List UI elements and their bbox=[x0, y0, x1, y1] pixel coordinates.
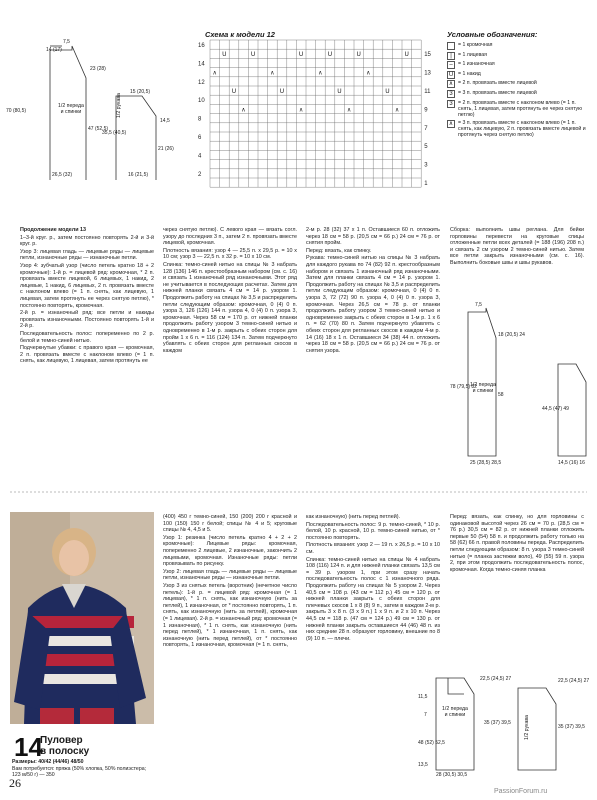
row-number-right: 9 bbox=[424, 107, 428, 114]
svg-text:22,5 (24,5) 27: 22,5 (24,5) 27 bbox=[480, 676, 512, 682]
stitch-symbol: ∧ bbox=[346, 106, 352, 114]
svg-text:14 (17): 14 (17) bbox=[46, 47, 62, 53]
row-number-right: 1 bbox=[424, 181, 428, 187]
col5-paragraph: Узор 2: лицевая гладь — лицевые ряды — лицевые петли, изнаночные ряды — изнаночные петли. bbox=[163, 568, 297, 582]
row-number-right: 11 bbox=[424, 89, 431, 95]
model-number: 14 bbox=[14, 732, 43, 762]
legend-symbol: 3 bbox=[447, 100, 455, 108]
legend-text: = 1 изнаночная bbox=[458, 61, 495, 68]
svg-text:15 (20,5): 15 (20,5) bbox=[130, 89, 151, 95]
col1-paragraph: Подчеркнутые убавки: с правого края — кромочная, 2 п. провязать вместе с наклоном влево (= 1 п. снять, как лицевую, 1 лицевая, затем протянуть ее bbox=[20, 345, 154, 365]
row-number-left: 4 bbox=[198, 153, 202, 160]
section-divider bbox=[10, 490, 587, 494]
legend bbox=[447, 30, 587, 140]
col6-paragraph: Спинка: темно-синей нитью на спицы № 4 набрать 108 (116) 124 п. и для нижней планки связать 13,5 см = 39 р. узором 1, при этом сразу начать последовательность полос с 1 изнаночного ряда. Продолжить работу на спицах № 5 узором 2. Через 40,5 см = 108 р. (43 см = 112 р.) 45 см = 120 р. от нижней планки закрыть с обеих сторон для плечевых скосов 1 x 8 (8) 9 п., затем в каждом 2-м р. закрыть 3 x 8 п. (3 x 9 п.) 1 x 9 п. и 2 x 10 п. Через 44,5 см = 118 р. (47 см = 124 р.) 49 см = 130 р. от нижней планки закрыть оставшиеся 44 (46) 48 п. из них средние 28 п. образуют горловину, внешние по 8 (9) 10 п. — плечи. bbox=[306, 556, 440, 642]
stitch-symbol: ∧ bbox=[366, 69, 371, 77]
model-materials: Вам потребуется: пряжа (50% хлопка, 50% полиэстера; 123 м/50 г) — 350 bbox=[12, 766, 147, 779]
col1-paragraph: 1–3-й круг. р., затем постоянно повторять 2-й и 3-й круг. р. bbox=[20, 234, 154, 248]
text-column-1 bbox=[20, 227, 154, 366]
stitch-symbol: ∧ bbox=[270, 69, 275, 77]
col1-paragraph: Продолжение модели 13 bbox=[20, 227, 86, 233]
col3-paragraph: 2-м р. 28 (32) 37 x 1 п. Оставшиеся 60 п. отложить через 18 см = 58 р. (20,5 см = 66 р.) 24 см = 76 р. от снятия пройм. bbox=[306, 227, 440, 247]
svg-text:35 (37) 39,5: 35 (37) 39,5 bbox=[558, 724, 585, 730]
stitch-symbol: ∧ bbox=[212, 69, 217, 77]
legend-symbol: ∧ bbox=[448, 120, 454, 127]
model-title-line1: Пуловер bbox=[40, 735, 83, 746]
col1-paragraph: Узор 4: зубчатый узор (число петель кратно 18 + 2 кромочные): 1-й р. = лицевой ряд: кромочная, * 2 п. провязать вместе лицевой, 6 лицевых, 1 накид, 2 лицевые, 1 накид, 6 лицевых, 2 п. провязать вместе с наклоном влево (= 1 п. снять, как лицевую, 1 лицевая, затем протянуть ее через снятую петлю), * постоянно повторять, кромочная. bbox=[20, 262, 154, 309]
legend-symbol: | bbox=[447, 52, 455, 60]
svg-text:78 (79,5) 82: 78 (79,5) 82 bbox=[450, 384, 477, 390]
legend-item bbox=[447, 80, 587, 88]
col3-paragraph: Перед: вязать, как спинку. bbox=[306, 247, 372, 254]
legend-text: = 1 накид bbox=[458, 70, 481, 77]
legend-item bbox=[447, 61, 587, 69]
text-column-4 bbox=[450, 227, 584, 268]
col3-paragraph: Рукава: темно-синей нитью на спицы № 3 набрать для каждого рукава по 74 (82) 92 п. крестообразным набором и связать 1 изнаночный ряд изнаночными. Затем для планки связать 4 см = 14 р. узором 1. Продолжить работу на спицах № 3,5 и распределить петли следующим образом: кромочная, 0 (4) 0 п. узора 3, 72 (72) 90 п. узора 4, 0 (4) 0 п. узора 3, кромочная. Через 26,5 см = 78 р. от планки продолжить работу узором 3 темно-синей нитью и одновременно закрыть с обеих сторон в 1-м р. 1 x 6 п. = 62 (70) 80 п. Затем подчеркнуто убавлять с обеих сторон для регланных скосов в каждом 4-м р. 14 (16) 18 x 1 п. Оставшиеся 34 (38) 44 п. отложить через 18 см = 58 р. (20,5 см = 66 р.) 24 см = 76 р. от снятия узора. bbox=[306, 255, 440, 354]
svg-text:13,5: 13,5 bbox=[418, 762, 428, 768]
row-number-left: 12 bbox=[198, 79, 205, 86]
legend-item bbox=[447, 100, 587, 118]
svg-text:14,5: 14,5 bbox=[160, 118, 170, 124]
stitch-symbol: U bbox=[337, 88, 342, 95]
legend-item bbox=[447, 52, 587, 60]
row-number-left: 16 bbox=[198, 43, 205, 49]
legend-text: = 1 лицевая bbox=[458, 51, 487, 58]
col1-paragraph: 2-й р. = изнаночный ряд: все петли и накиды провязать изнаночными. Постоянно повторять 1-й и 2-й р. bbox=[20, 310, 154, 330]
row-number-right: 15 bbox=[424, 52, 431, 59]
col4-paragraph: Сборка: выполнить швы реглана. Для бейки горловины перевести на круговые спицы отложенные петли всех деталей (= 188 (196) 208 п.) и связать 2 см узором 2 темно-синей нитью. Затем все петли закрыть изнаночными (см. с. 16). Выполнить боковые швы и швы рукавов. bbox=[450, 227, 584, 266]
stitch-symbol: U bbox=[231, 88, 237, 95]
svg-text:22,5 (24,5) 27: 22,5 (24,5) 27 bbox=[558, 678, 590, 684]
svg-text:16 (21,5): 16 (21,5) bbox=[128, 172, 149, 178]
col2-paragraph: Спинка: темно-синей нитью на спицы № 3 набрать 128 (136) 146 п. крестообразным набором (см. с. 16) и связать 1 изнаночный ряд изнаночными. Этот ряд не учитывается в последующих расчетах. Затем для нижней планки связать 4 см = 14 р. узором 1. Продолжить работу на спицах № 3,5 и распределить петли следующим образом: кромочная, 0 (4) 0 п. узора 3, 126 (126) 144 п. узора 4, 0 (4) 0 п. узора 3, кромочная. Через 58 см = 170 р. от нижней планки продолжить работу узором 3 темно-синей нитью и одновременно в 1-м р. закрыть с обеих сторон для пройм 1 x 6 п. = 116 (124) 134 п. Затем подчеркнуто убавлять с обеих сторон для регланных скосов в каждом bbox=[163, 261, 297, 354]
dim-front-top: 7,5 bbox=[63, 39, 70, 45]
stitch-symbol: U bbox=[385, 88, 390, 95]
stitch-symbol: U bbox=[298, 51, 304, 59]
legend-text: = 3 п. провязать вместе лицевой bbox=[458, 89, 537, 96]
row-number-right: 3 bbox=[424, 162, 428, 169]
stitch-symbol: U bbox=[356, 51, 361, 59]
col7-paragraph: Перед: вязать, как спинку, но для горловины с одинаковой высотой через 26 см = 70 р. (28,5 см = 76 р.) 30,5 см = 82 р. от нижней планки отложить первые 50 (54) 58 п. и продолжить работу только на 58 (62) 66 п. правой половины переда. Распределить петли следующим образом: 8 п. узора 3 темно-синей нитью (= планка застежки воло), 49 (55) 59 п. узора 2, при этом продолжить последовательность полос, кромочная. Когда темно-синяя планка bbox=[450, 514, 584, 573]
row-number-left: 8 bbox=[198, 116, 202, 123]
text-column-5 bbox=[163, 514, 297, 650]
stitch-symbol: ∧ bbox=[318, 69, 323, 77]
legend-text: = 3 п. провязать вместе с наклоном влево (= 1 п. снять, как лицевую, 2 п. провязать вместе лицевой и протянуть через снятую петлю) bbox=[458, 119, 586, 138]
svg-text:26,5 (32): 26,5 (32) bbox=[52, 172, 73, 178]
stitch-symbol: U bbox=[250, 51, 256, 59]
mid-front-label: 1/2 переда и спинки bbox=[470, 382, 496, 395]
col6-paragraph: Плотность вязания: узор 2 — 19 п. x 26,5 р. = 10 x 10 см. bbox=[306, 542, 440, 555]
bottom-schematic bbox=[418, 668, 590, 778]
legend-symbol: – bbox=[447, 61, 455, 69]
col5-paragraph: Узор 3 из снятых петель (воротник) (нечетное число петель): 1-й р. = лицевой ряд: кромочная (= 1 лицевая), * 1 п. снять, как изнаночную (нить за петлей), 1 изнаночная, от * постоянно повторять, 1 п. снять, как изнаночную (нить за петлей), кромочная (= 1 лицевая). 2-й р. = изнаночный ряд: кромочная (= 1 изнаночная), * 1 п. снять, как изнаночную (нить перед петлей), * 1 изнаночная, 1 п. снять, как изнаночную (нить перед петлей), от * постоянно повторять, 1 изнаночная, кромочная (= 1 п. снять, bbox=[163, 582, 297, 649]
row-number-left: 14 bbox=[198, 61, 205, 68]
row-number-right: 13 bbox=[424, 70, 431, 77]
page-number: 26 bbox=[9, 776, 21, 790]
legend-symbol: U bbox=[448, 71, 454, 78]
col1-paragraph: Последовательность полос: попеременно по 2 р. белой и темно-синей нитью. bbox=[20, 330, 154, 344]
model-photo bbox=[10, 512, 154, 724]
stitch-symbol: U bbox=[222, 51, 227, 59]
legend-text: = 2 п. провязать вместе лицевой bbox=[458, 80, 537, 87]
legend-item bbox=[447, 71, 587, 79]
col2-paragraph: Плотность вязания: узор 4 — 25,5 п. x 29,5 р. = 10 x 10 см; узор 3 — 22,5 п. x 32 р. = 10 x 10 см. bbox=[163, 247, 297, 261]
legend-list bbox=[447, 42, 587, 138]
col6-paragraph: как изнаночную) (нить перед петлей). bbox=[306, 514, 400, 520]
legend-symbol bbox=[447, 42, 455, 50]
svg-text:44,5 (47) 49: 44,5 (47) 49 bbox=[542, 406, 569, 412]
svg-text:58: 58 bbox=[498, 392, 504, 398]
row-number-left: 2 bbox=[198, 171, 202, 178]
legend-item bbox=[447, 90, 587, 98]
svg-text:18 (20,5) 24: 18 (20,5) 24 bbox=[498, 332, 525, 338]
legend-item bbox=[447, 42, 587, 50]
legend-text: = 2 п. провязать вместе с наклоном влево (= 1 п. снять, 1 лицевая, затем протянуть ее через снятую петлю) bbox=[458, 99, 582, 118]
svg-text:11,5: 11,5 bbox=[418, 694, 428, 700]
bottom-sleeve-label: 1/2 рукава bbox=[524, 715, 530, 740]
model-title bbox=[40, 736, 89, 757]
front-label: 1/2 переда и спинки bbox=[58, 103, 84, 116]
stitch-symbol: ∧ bbox=[394, 106, 400, 114]
legend-title: Условные обозначения: bbox=[447, 30, 538, 39]
stitch-symbol: ∧ bbox=[241, 106, 246, 114]
svg-text:14,5 (16) 16: 14,5 (16) 16 bbox=[558, 460, 585, 466]
col1-paragraph: Узор 3: лицевая гладь — лицевые ряды — лицевые петли, изнаночные ряды — изнаночные петли. bbox=[20, 248, 154, 262]
svg-text:47 (52,5): 47 (52,5) bbox=[88, 126, 109, 132]
svg-text:23 (28): 23 (28) bbox=[90, 66, 106, 72]
legend-symbol: 3 bbox=[447, 90, 455, 98]
svg-text:25 (28,5) 28,5: 25 (28,5) 28,5 bbox=[470, 460, 502, 466]
stitch-symbol: U bbox=[404, 51, 409, 59]
stitch-symbol: U bbox=[327, 51, 333, 59]
svg-text:35,5 (40,5): 35,5 (40,5) bbox=[102, 130, 127, 136]
site-watermark: PassionForum.ru bbox=[494, 788, 548, 795]
model-title-line2: в полоску bbox=[40, 745, 90, 757]
top-schematic bbox=[6, 34, 196, 180]
text-column-2 bbox=[163, 227, 297, 355]
legend-symbol: ∧ bbox=[448, 81, 454, 88]
chart-title: Схема к модели 12 bbox=[205, 30, 275, 39]
model-sizes: Размеры: 40/42 (44/46) 48/50 bbox=[12, 759, 84, 765]
col6-paragraph: Последовательность полос: 9 р. темно-синей, * 10 р. белой, 10 р. красной, 10 р. темно-синей нитью, от * постоянно повторять. bbox=[306, 521, 440, 541]
row-number-left: 10 bbox=[198, 98, 205, 105]
row-number-right: 7 bbox=[424, 125, 428, 132]
svg-text:70 (80,5): 70 (80,5) bbox=[6, 108, 27, 114]
legend-text: = 1 кромочная bbox=[458, 42, 493, 48]
legend-item bbox=[447, 120, 587, 138]
bottom-front-label: 1/2 переда и спинки bbox=[442, 706, 468, 719]
svg-text:48 (52) 52,5: 48 (52) 52,5 bbox=[418, 740, 445, 746]
svg-text:35 (37) 39,5: 35 (37) 39,5 bbox=[484, 720, 511, 726]
col5-paragraph: (400) 450 г темно-синей, 150 (200) 200 г красной и 100 (150) 150 г белой; спицы № 4 и 5; круговые спицы № 4, 4,5 и 5. bbox=[163, 514, 297, 534]
text-column-3 bbox=[306, 227, 440, 355]
svg-text:21 (26): 21 (26) bbox=[158, 146, 174, 152]
row-number-right: 5 bbox=[424, 144, 428, 151]
col2-paragraph: через снятую петлю). С левого края — вязать согл. узору до последних 3 п., затем 2 п. провязать вместе лицевой, кромочная. bbox=[163, 227, 297, 247]
text-column-6 bbox=[306, 514, 440, 643]
knitting-chart bbox=[198, 38, 438, 198]
stitch-symbol: ∧ bbox=[298, 106, 304, 114]
stitch-symbol: U bbox=[279, 88, 285, 95]
svg-text:7,5: 7,5 bbox=[475, 302, 482, 308]
col5-paragraph: Узор 1: резинка (число петель кратно 4 + 2 + 2 кромочные): Лицевые ряды: кромочная, попеременно 2 лицевые, 2 изнаночные, закончить 2 лицевыми, кромочная. Изнаночные ряды: петли провязывать по рисунку. bbox=[163, 534, 297, 568]
row-number-left: 6 bbox=[198, 135, 202, 141]
text-column-7 bbox=[450, 514, 584, 574]
svg-text:28 (30,5) 30,5: 28 (30,5) 30,5 bbox=[436, 772, 468, 778]
sleeve-label: 1/2 рукава bbox=[116, 93, 122, 118]
svg-text:7: 7 bbox=[424, 712, 427, 718]
